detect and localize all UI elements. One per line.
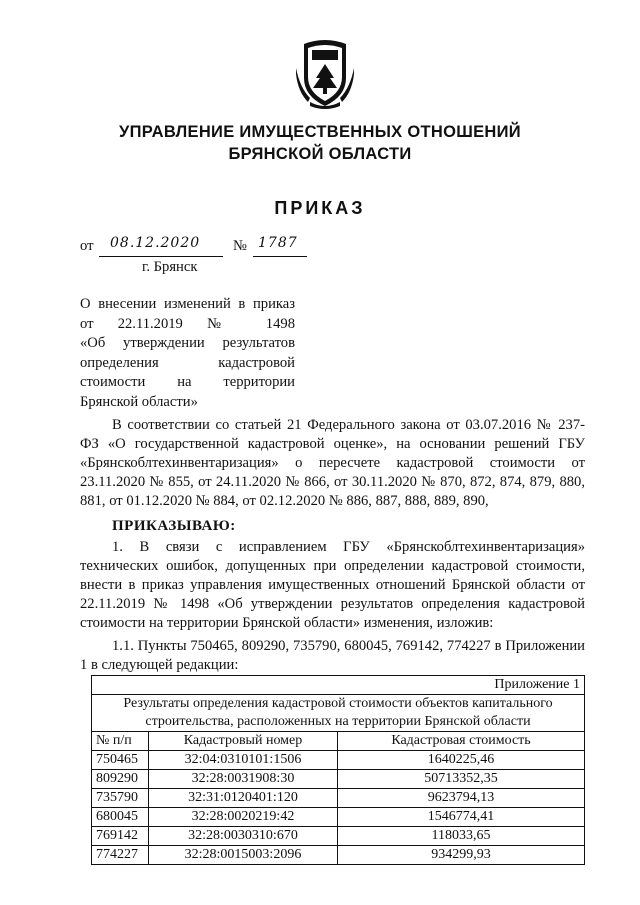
subject-line: определения кадастровой	[80, 354, 295, 371]
appendix-title-line1: Результаты определения кадастровой стоимости объектов капитального	[123, 696, 553, 711]
row-number: 809290	[92, 770, 149, 789]
item1-line: внести в приказ управления имущественных отношений Брянской области от	[80, 577, 585, 593]
row-number: 750465	[92, 751, 149, 770]
table-header-row	[92, 732, 585, 751]
column-header-cadastral-number: Кадастровый номер	[149, 732, 338, 751]
coat-of-arms-icon	[296, 38, 354, 110]
item11-line: 1 в следующей редакции:	[80, 657, 239, 673]
cadastral-value: 1640225,46	[338, 751, 585, 770]
date-value: 08.12.2020	[110, 235, 201, 251]
table-row	[92, 846, 585, 865]
item1-line: 22.11.2019 № 1498 «Об утверждении результатов определения кадастровой	[80, 596, 585, 612]
cadastral-number: 32:31:0120401:120	[149, 789, 338, 808]
preamble-line: 23.11.2020 № 855, от 24.11.2020 № 866, от 30.11.2020 № 870, 872, 874, 879, 880,	[80, 474, 585, 490]
subject-line: Брянской области»	[80, 393, 198, 410]
appendix-title	[92, 695, 585, 732]
table-row	[92, 827, 585, 846]
row-number: 769142	[92, 827, 149, 846]
organization-name-line2: БРЯНСКОЙ ОБЛАСТИ	[228, 145, 412, 163]
number-underline	[253, 256, 307, 257]
preamble-line: «Брянскоблтехинвентаризация» о пересчете кадастровой стоимости от	[80, 455, 585, 471]
cadastral-value: 50713352,35	[338, 770, 585, 789]
date-underline	[99, 256, 223, 257]
appendix-label-row	[92, 676, 585, 695]
table-row	[92, 751, 585, 770]
preamble-line: ФЗ «О государственной кадастровой оценке», на основании решений ГБУ	[80, 436, 585, 452]
cadastral-value: 9623794,13	[338, 789, 585, 808]
subject-line: О внесении изменений в приказ	[80, 296, 295, 312]
organization-name-line1: УПРАВЛЕНИЕ ИМУЩЕСТВЕННЫХ ОТНОШЕНИЙ	[119, 123, 521, 141]
place-of-issue: г. Брянск	[142, 259, 198, 275]
cadastral-value: 1546774,41	[338, 808, 585, 827]
item1-line: стоимости на территории Брянской области» изменения, изложив:	[80, 615, 494, 631]
preamble-paragraph	[80, 416, 585, 511]
number-prefix: №	[233, 238, 247, 254]
subject-line: от 22.11.2019 № 1498	[80, 315, 295, 332]
document-subject	[80, 295, 295, 412]
table-row	[92, 770, 585, 789]
number-value: 1787	[258, 235, 298, 251]
preamble-line: В соответствии со статьей 21 Федерального закона от 03.07.2016 № 237-	[112, 417, 585, 433]
cadastral-number: 32:04:0310101:1506	[149, 751, 338, 770]
column-header-number: № п/п	[92, 732, 149, 751]
item11-line: 1.1. Пункты 750465, 809290, 735790, 680045, 769142, 774227 в Приложении	[112, 638, 585, 654]
column-header-cadastral-value: Кадастровая стоимость	[338, 732, 585, 751]
table-row	[92, 808, 585, 827]
appendix-title-line2: строительства, расположенных на территории Брянской области	[145, 714, 531, 729]
order-item-1	[80, 538, 585, 633]
table-row	[92, 789, 585, 808]
cadastral-number: 32:28:0015003:2096	[149, 846, 338, 865]
subject-line: «Об утверждении результатов	[80, 335, 295, 351]
cadastral-value: 118033,65	[338, 827, 585, 846]
preamble-line: 881, от 01.12.2020 № 884, от 02.12.2020 № 886, 887, 888, 889, 890,	[80, 493, 489, 509]
date-prefix: от	[80, 238, 94, 254]
row-number: 735790	[92, 789, 149, 808]
document-title: ПРИКАЗ	[274, 198, 366, 218]
cadastral-number: 32:28:0020219:42	[149, 808, 338, 827]
cadastral-number: 32:28:0030310:670	[149, 827, 338, 846]
item1-line: технических ошибок, допущенных при определении кадастровой стоимости,	[80, 558, 585, 574]
order-heading: ПРИКАЗЫВАЮ:	[112, 518, 236, 534]
row-number: 774227	[92, 846, 149, 865]
cadastral-number: 32:28:0031908:30	[149, 770, 338, 789]
appendix-label: Приложение 1	[92, 676, 585, 695]
order-item-1-1	[80, 637, 585, 675]
appendix-title-row	[92, 695, 585, 732]
item1-line: 1. В связи с исправлением ГБУ «Брянскоблтехинвентаризация»	[112, 539, 585, 555]
row-number: 680045	[92, 808, 149, 827]
appendix-table	[91, 675, 585, 865]
subject-line: стоимости на территории	[80, 374, 295, 390]
cadastral-value: 934299,93	[338, 846, 585, 865]
